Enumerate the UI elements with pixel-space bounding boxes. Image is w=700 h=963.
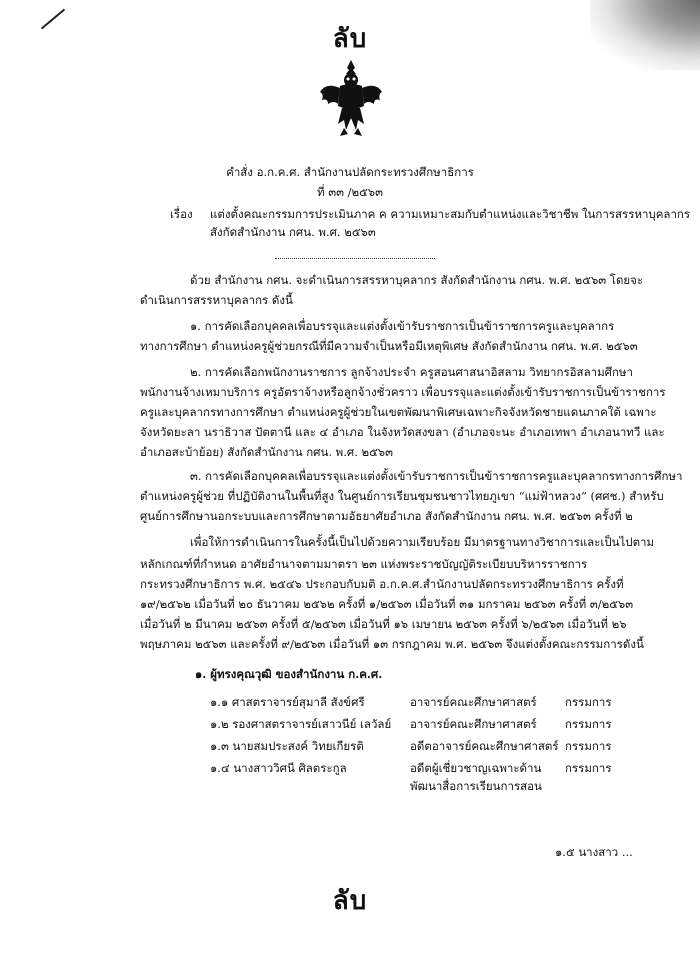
separator-dots (275, 258, 435, 259)
para4-line-4: ๑๙/๒๕๖๒ เมื่อวันที่ ๒๐ ธันวาคม ๒๕๖๒ ครั้งที่ ๑/๒๕๖๓ เมื่อวันที่ ๓๑ มกราคม ๒๕๖๓ ครั้งที่ ๓/๒๕๖๓ (140, 597, 634, 611)
intro-line-1: ด้วย สำนักงาน กศน. จะดำเนินการสรรหาบุคลากร สังกัดสำนักงาน กศน. พ.ศ. ๒๕๖๓ โดยจะ (190, 273, 644, 287)
para1-line-2: ทางการศึกษา ตำแหน่งครูผู้ช่วยกรณีที่มีความจำเป็นหรือมีเหตุพิเศษ สังกัดสำนักงาน กศน. พ.ศ. ๒๕๖๓ (140, 339, 638, 353)
member-position-cont: พัฒนาสื่อการเรียนการสอน (410, 779, 542, 793)
para4-line-2: หลักเกณฑ์ที่กำหนด อาศัยอำนาจตามมาตรา ๒๓ แห่งพระราชบัญญัติระเบียบบริหารราชการ (140, 557, 588, 571)
para2-line-1: ๒. การคัดเลือกพนักงานราชการ ลูกจ้างประจำ ครูสอนศาสนาอิสลาม วิทยากรอิสลามศึกษา (190, 365, 633, 379)
order-title: คำสั่ง อ.ก.ค.ศ. สำนักงานปลัดกระทรวงศึกษาธิการ (226, 165, 474, 179)
para2-line-5: อำเภอสะบ้าย้อย) สังกัดสำนักงาน กศน. พ.ศ. ๒๕๖๓ (140, 445, 393, 459)
member-position: อดีตผู้เชี่ยวชาญเฉพาะด้าน (410, 761, 542, 775)
para3-line-3: ศูนย์การศึกษานอกระบบและการศึกษาตามอัธยาศัยอำเภอ สังกัดสำนักงาน กศน. พ.ศ. ๒๕๖๓ ครั้งที่ ๒ (140, 509, 633, 523)
member-role: กรรมการ (565, 739, 612, 753)
classification-top: ลับ (332, 24, 368, 54)
committee-heading: ๑. ผู้ทรงคุณวุฒิ ของสำนักงาน ก.ค.ศ. (195, 667, 383, 681)
subject-line-1: แต่งตั้งคณะกรรมการประเมินภาค ค ความเหมาะสมกับตำแหน่งและวิชาชีพ ในการสรรหาบุคลากร (210, 207, 691, 221)
para1-line-1: ๑. การคัดเลือกบุคคลเพื่อบรรจุและแต่งตั้งเข้ารับราชการเป็นข้าราชการครูและบุคลากร (190, 319, 615, 333)
classification-bottom: ลับ (332, 886, 368, 916)
garuda-emblem-icon (318, 58, 384, 138)
para3-line-1: ๓. การคัดเลือกบุคคลเพื่อบรรจุและแต่งตั้งเข้ารับราชการเป็นข้าราชการครูและบุคลากรทางการศึกษา (190, 469, 683, 483)
member-position: อาจารย์คณะศึกษาศาสตร์ (410, 695, 537, 709)
member-position: อดีตอาจารย์คณะศึกษาศาสตร์ (410, 739, 559, 753)
para4-line-1: เพื่อให้การดำเนินการในครั้งนี้เป็นไปด้วยความเรียบร้อย มีมาตรฐานทางวิชาการและเป็นไปตาม (190, 535, 655, 549)
subject-line-2: สังกัดสำนักงาน กศน. พ.ศ. ๒๕๖๓ (210, 225, 376, 239)
member-position: อาจารย์คณะศึกษาศาสตร์ (410, 717, 537, 731)
order-number: ที่ ๓๓ /๒๕๖๓ (317, 185, 383, 199)
para4-line-3: กระทรวงศึกษาธิการ พ.ศ. ๒๕๔๖ ประกอบกับมติ อ.ก.ค.ศ.สำนักงานปลัดกระทรวงศึกษาธิการ ครั้งที่ (140, 577, 624, 591)
member-role: กรรมการ (565, 717, 612, 731)
member-role: กรรมการ (565, 695, 612, 709)
member-name: ๑.๑ ศาสตราจารย์สุมาลี สังข์ศรี (210, 695, 365, 709)
subject-label: เรื่อง (170, 207, 193, 221)
para4-line-6: พฤษภาคม ๒๕๖๓ และครั้งที่ ๙/๒๕๖๓ เมื่อวันที่ ๑๓ กรกฎาคม พ.ศ. ๒๕๖๓ จึงแต่งตั้งคณะกรรมการดังนี้ (140, 637, 644, 651)
member-name: ๑.๓ นายสมประสงค์ วิทยเกียรติ (210, 739, 364, 753)
para3-line-2: ตำแหน่งครูผู้ช่วย ที่ปฏิบัติงานในพื้นที่สูง ในศูนย์การเรียนชุมชนชาวไทยภูเขา “แม่ฟ้าหลวง” (ศศช.) สำหรับ (140, 489, 664, 503)
member-name: ๑.๒ รองศาสตราจารย์เสาวนีย์ เลวัลย์ (210, 717, 392, 731)
member-role: กรรมการ (565, 761, 612, 775)
para2-line-2: พนักงานจ้างเหมาบริการ ครูอัตราจ้างหรือลูกจ้างชั่วคราว เพื่อบรรจุและแต่งตั้งเข้ารับราชการเป็นข้าราชการ (140, 385, 666, 399)
continuation-note: ๑.๕ นางสาว ... (555, 845, 633, 859)
para4-line-5: เมื่อวันที่ ๒ มีนาคม ๒๕๖๓ ครั้งที่ ๕/๒๕๖๓ เมื่อวันที่ ๑๖ เมษายน ๒๕๖๓ ครั้งที่ ๖/๒๕๖๓ เมื่อวันที่ ๒๖ (140, 617, 627, 631)
member-name: ๑.๔ นางสาววิศนี ศิลตระกูล (210, 761, 347, 775)
para2-line-4: จังหวัดยะลา นราธิวาส ปัตตานี และ ๔ อำเภอ ในจังหวัดสงขลา (อำเภอจะนะ อำเภอเทพา อำเภอนาทวี และ (140, 425, 665, 439)
para2-line-3: ครูและบุคลากรทางการศึกษา ตำแหน่งครูผู้ช่วยในเขตพัฒนาพิเศษเฉพาะกิจจังหวัดชายแดนภาคใต้ เฉพาะ (140, 405, 657, 419)
intro-line-2: ดำเนินการสรรหาบุคลากร ดังนี้ (140, 293, 293, 307)
